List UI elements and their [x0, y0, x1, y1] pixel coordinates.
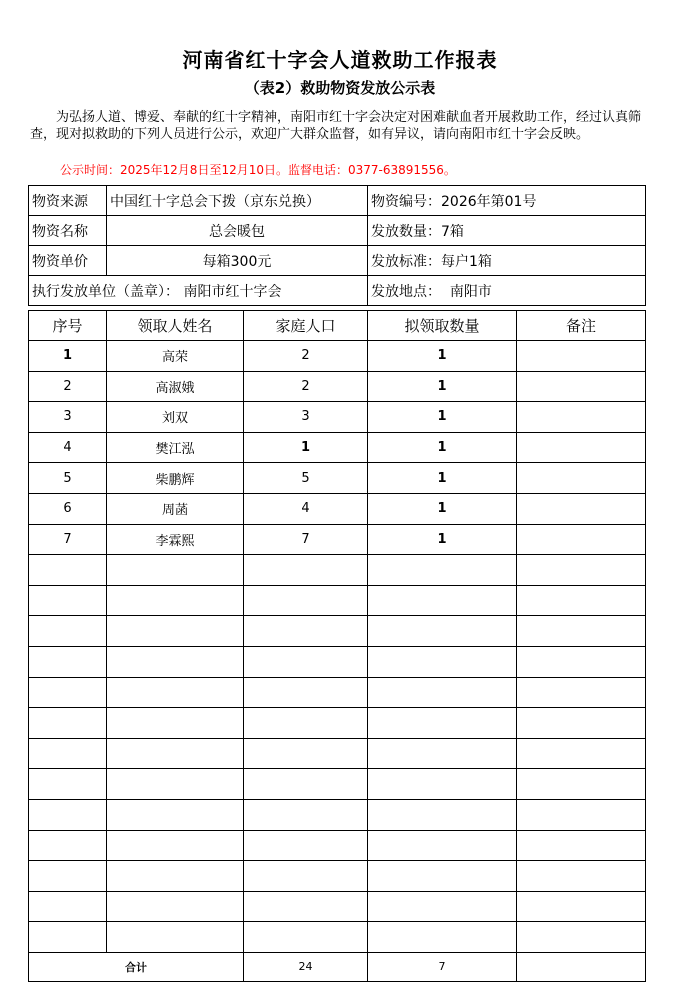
total-label: 合计: [29, 952, 244, 981]
cell-name: 高淑娥: [107, 371, 244, 402]
empty-row: [29, 555, 646, 586]
qty-value: 7箱: [441, 223, 464, 240]
recipient-table: [28, 310, 646, 982]
cell-remark: [517, 799, 646, 830]
cell-quantity: [368, 922, 517, 953]
cell-quantity: 1: [368, 341, 517, 372]
cell-remark: [517, 616, 646, 647]
cell-remark: [517, 861, 646, 892]
cell-quantity: 1: [368, 493, 517, 524]
cell-population: [244, 861, 368, 892]
material-info-table: [28, 185, 646, 306]
cell-population: [244, 616, 368, 647]
total-quantity: 7: [368, 952, 517, 981]
cell-index: [29, 677, 107, 708]
source-label: 物资来源: [29, 186, 107, 216]
cell-index: 6: [29, 493, 107, 524]
cell-index: [29, 708, 107, 739]
cell-name: [107, 861, 244, 892]
table-row: [29, 341, 646, 372]
total-remark: [517, 952, 646, 981]
cell-remark: [517, 708, 646, 739]
cell-quantity: 1: [368, 432, 517, 463]
cell-population: [244, 799, 368, 830]
cell-quantity: [368, 861, 517, 892]
empty-row: [29, 708, 646, 739]
cell-quantity: 1: [368, 402, 517, 433]
cell-index: [29, 861, 107, 892]
header-name: 领取人姓名: [107, 311, 244, 341]
cell-population: [244, 891, 368, 922]
cell-remark: [517, 555, 646, 586]
qty-label: 发放数量：: [371, 223, 441, 240]
cell-index: [29, 891, 107, 922]
cell-index: [29, 769, 107, 800]
total-population: 24: [244, 952, 368, 981]
empty-row: [29, 769, 646, 800]
cell-remark: [517, 677, 646, 708]
report-title: 河南省红十字会人道救助工作报表: [182, 48, 498, 72]
place-value: 南阳市: [449, 283, 492, 300]
table-row: [29, 524, 646, 555]
cell-remark: [517, 432, 646, 463]
unit-cell: [29, 276, 368, 306]
cell-index: [29, 616, 107, 647]
empty-row: [29, 799, 646, 830]
unit-value: 南阳市红十字会: [183, 283, 282, 300]
table-row: [29, 371, 646, 402]
code-label: 物资编号：: [371, 193, 441, 210]
cell-name: [107, 891, 244, 922]
cell-name: [107, 830, 244, 861]
cell-population: [244, 738, 368, 769]
place-cell: [368, 276, 646, 306]
header-quantity: 拟领取数量: [368, 311, 517, 341]
cell-name: [107, 585, 244, 616]
cell-index: [29, 585, 107, 616]
cell-remark: [517, 891, 646, 922]
cell-population: [244, 677, 368, 708]
cell-index: [29, 799, 107, 830]
cell-quantity: [368, 891, 517, 922]
source-value: 中国红十字总会下拨（京东兑换）: [107, 186, 368, 216]
table-row: [29, 493, 646, 524]
cell-index: 3: [29, 402, 107, 433]
cell-population: 2: [244, 371, 368, 402]
code-value: 2026年第01号: [441, 193, 537, 210]
cell-name: [107, 555, 244, 586]
cell-quantity: 1: [368, 524, 517, 555]
cell-index: [29, 922, 107, 953]
cell-remark: [517, 585, 646, 616]
cell-index: 4: [29, 432, 107, 463]
cell-remark: [517, 524, 646, 555]
empty-row: [29, 585, 646, 616]
empty-row: [29, 830, 646, 861]
cell-index: [29, 738, 107, 769]
publicity-notice: 公示时间：2025年12月8日至12月10日。监督电话：0377-63891556。: [60, 163, 456, 177]
intro-paragraph: 为弘扬人道、博爱、奉献的红十字精神，南阳市红十字会决定对困难献血者开展救助工作，经过认真筛查，现对拟救助的下列人员进行公示，欢迎广大群众监督，如有异议，请向南阳市红十字会反映。: [30, 110, 642, 142]
cell-remark: [517, 463, 646, 494]
standard-value: 每户1箱: [441, 253, 492, 270]
cell-population: [244, 708, 368, 739]
cell-quantity: [368, 646, 517, 677]
cell-index: [29, 830, 107, 861]
code-cell: [368, 186, 646, 216]
cell-quantity: [368, 585, 517, 616]
cell-name: [107, 677, 244, 708]
cell-quantity: [368, 555, 517, 586]
report-subtitle: （表2）救助物资发放公示表: [244, 79, 436, 97]
standard-label: 发放标准：: [371, 253, 441, 270]
empty-row: [29, 922, 646, 953]
cell-name: [107, 738, 244, 769]
table-row: [29, 463, 646, 494]
cell-population: [244, 646, 368, 677]
cell-index: 5: [29, 463, 107, 494]
cell-index: [29, 646, 107, 677]
qty-cell: [368, 216, 646, 246]
standard-cell: [368, 246, 646, 276]
header-remark: 备注: [517, 311, 646, 341]
cell-name: 周菡: [107, 493, 244, 524]
cell-population: 7: [244, 524, 368, 555]
empty-row: [29, 646, 646, 677]
name-value: 总会暖包: [107, 216, 368, 246]
header-index: 序号: [29, 311, 107, 341]
cell-remark: [517, 402, 646, 433]
cell-remark: [517, 371, 646, 402]
cell-population: 4: [244, 493, 368, 524]
cell-quantity: [368, 830, 517, 861]
cell-population: [244, 830, 368, 861]
cell-name: 樊江泓: [107, 432, 244, 463]
empty-row: [29, 677, 646, 708]
empty-row: [29, 738, 646, 769]
cell-remark: [517, 769, 646, 800]
cell-population: [244, 555, 368, 586]
cell-remark: [517, 738, 646, 769]
cell-remark: [517, 341, 646, 372]
cell-name: [107, 646, 244, 677]
empty-row: [29, 891, 646, 922]
cell-quantity: 1: [368, 371, 517, 402]
cell-name: 刘双: [107, 402, 244, 433]
cell-index: 7: [29, 524, 107, 555]
cell-population: [244, 769, 368, 800]
cell-population: 3: [244, 402, 368, 433]
table-header-row: [29, 311, 646, 341]
cell-quantity: [368, 769, 517, 800]
cell-name: [107, 708, 244, 739]
cell-quantity: [368, 738, 517, 769]
cell-name: 李霖熙: [107, 524, 244, 555]
cell-index: [29, 555, 107, 586]
name-label: 物资名称: [29, 216, 107, 246]
cell-population: [244, 585, 368, 616]
cell-name: 高荣: [107, 341, 244, 372]
cell-remark: [517, 646, 646, 677]
header-population: 家庭人口: [244, 311, 368, 341]
place-label: 发放地点：: [371, 283, 441, 300]
empty-row: [29, 861, 646, 892]
cell-remark: [517, 493, 646, 524]
empty-row: [29, 616, 646, 647]
cell-name: [107, 799, 244, 830]
cell-population: [244, 922, 368, 953]
cell-remark: [517, 830, 646, 861]
cell-remark: [517, 922, 646, 953]
cell-name: [107, 769, 244, 800]
cell-quantity: [368, 616, 517, 647]
cell-name: 柴鹏辉: [107, 463, 244, 494]
unit-label: 执行发放单位（盖章）：: [32, 283, 179, 300]
table-row: [29, 402, 646, 433]
price-value: 每箱300元: [107, 246, 368, 276]
table-row: [29, 432, 646, 463]
cell-name: [107, 616, 244, 647]
cell-population: 2: [244, 341, 368, 372]
price-label: 物资单价: [29, 246, 107, 276]
cell-index: 2: [29, 371, 107, 402]
cell-index: 1: [29, 341, 107, 372]
cell-quantity: 1: [368, 463, 517, 494]
cell-quantity: [368, 677, 517, 708]
cell-quantity: [368, 708, 517, 739]
total-row: [29, 952, 646, 981]
cell-population: 5: [244, 463, 368, 494]
cell-population: 1: [244, 432, 368, 463]
cell-quantity: [368, 799, 517, 830]
cell-name: [107, 922, 244, 953]
